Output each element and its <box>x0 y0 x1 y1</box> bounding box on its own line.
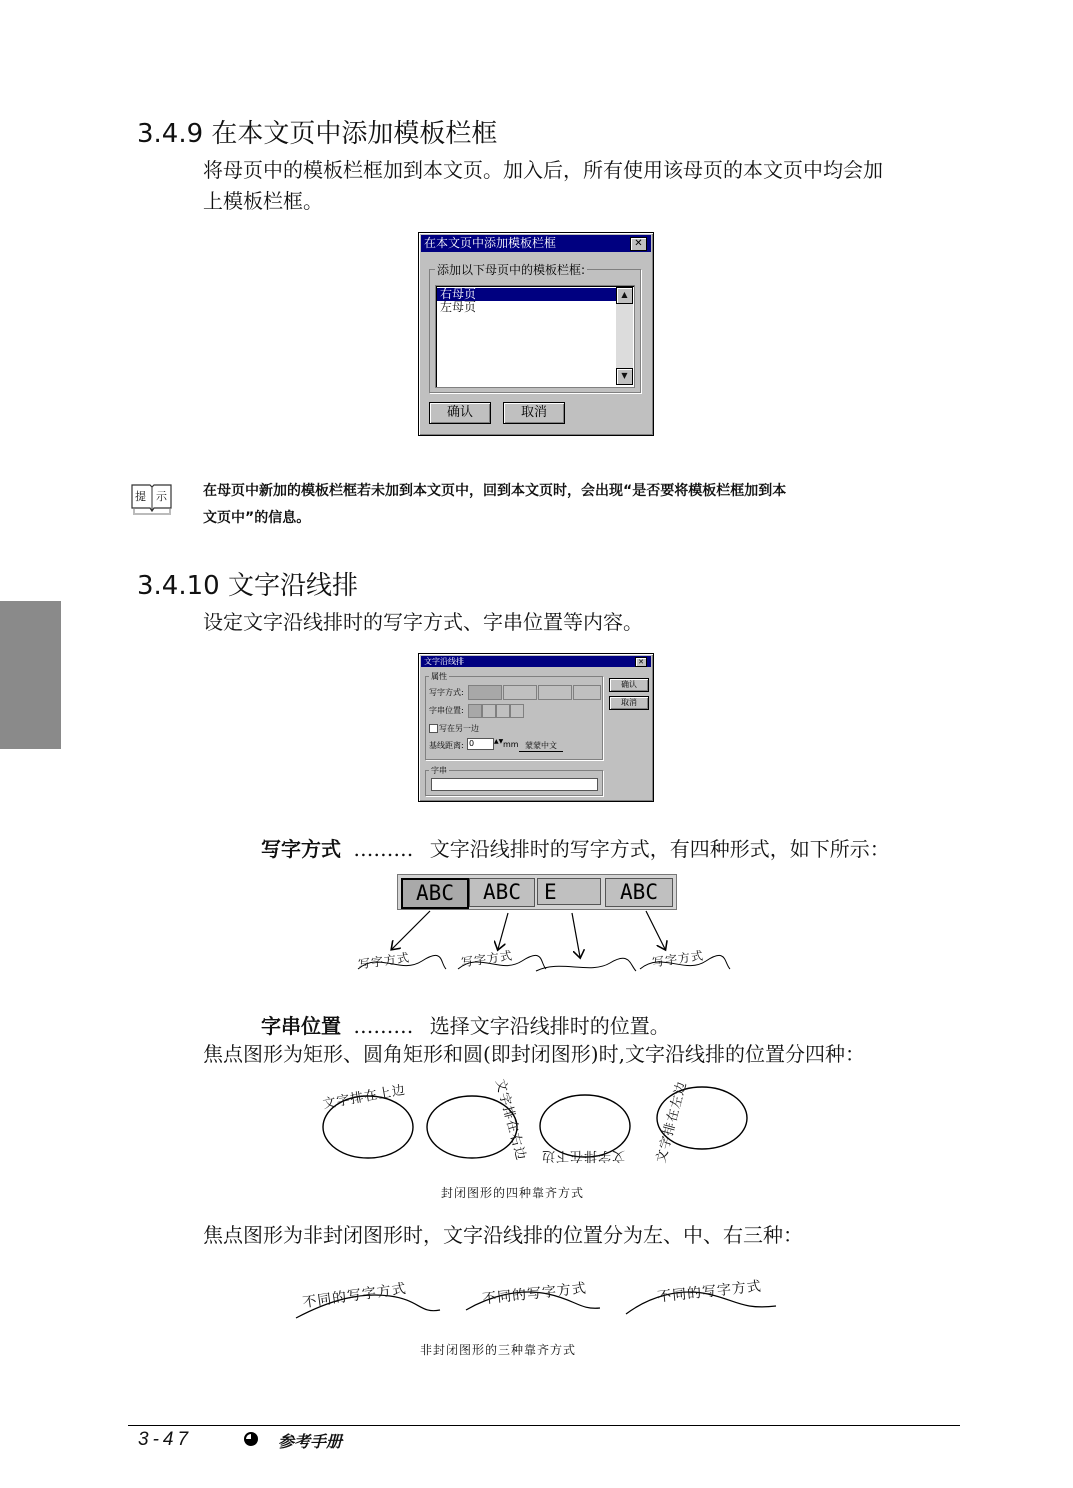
string-position-term: 字串位置 <box>261 1016 341 1038</box>
section2-paragraph: 设定文字沿线排时的写字方式、字串位置等内容。 <box>203 610 643 634</box>
unit-label: mm <box>503 740 519 749</box>
closed-shape-label-left: 文字排在左边 <box>653 1079 691 1165</box>
tip-icon-label-2: 示 <box>156 491 167 503</box>
add-template-frame-dialog <box>418 232 654 436</box>
baseline-distance-input[interactable]: 0 <box>467 738 494 750</box>
half-circle-icon <box>244 1432 258 1446</box>
write-mode-option-4[interactable] <box>573 685 601 700</box>
other-side-checkbox-label: 写在另一边 <box>439 724 479 733</box>
write-mode-term: 写字方式 <box>261 839 341 861</box>
dialog1-title: 在本文页中添加模板栏框 <box>424 236 557 250</box>
write-mode-strip-button-3[interactable]: E <box>537 878 601 905</box>
closed-shape-label-bottom: 文字排在下边 <box>541 1148 626 1163</box>
arrow-icon <box>392 911 430 949</box>
baseline-distance-label: 基线距离: <box>429 741 464 750</box>
string-position-option-1[interactable] <box>468 704 482 718</box>
write-mode-line <box>261 833 890 862</box>
write-mode-strip-button-4[interactable]: ABC <box>605 878 673 907</box>
tip-icon-label-1: 提 <box>135 491 146 503</box>
side-tab-marker <box>0 601 61 749</box>
string-position-dots: ……… <box>353 1014 414 1038</box>
ok-button[interactable]: 确认 <box>429 402 491 424</box>
tip-line2: 文页中”的信息。 <box>203 510 311 526</box>
footer-rule <box>128 1425 960 1426</box>
string-position-option-2[interactable] <box>482 704 496 718</box>
master-page-list[interactable] <box>435 285 635 388</box>
list-scrollbar[interactable] <box>616 287 633 385</box>
string-input[interactable] <box>431 778 598 791</box>
write-mode-option-1[interactable] <box>468 685 502 700</box>
closed-shapes-paragraph: 焦点图形为矩形、圆角矩形和圆(即封闭图形)时,文字沿线排的位置分四种： <box>203 1042 865 1066</box>
open-shape-label-center: 不同的写字方式 <box>481 1280 588 1308</box>
cancel-button[interactable]: 取消 <box>609 696 649 710</box>
write-mode-sample-1: 写字方式 <box>357 950 411 972</box>
close-icon[interactable]: ✕ <box>630 237 647 251</box>
font-link[interactable]: 蒙蒙中文 <box>519 740 563 752</box>
scroll-down-icon[interactable]: ▼ <box>616 368 633 385</box>
scroll-up-icon[interactable]: ▲ <box>616 287 633 304</box>
closed-shapes-caption: 封闭图形的四种靠齐方式 <box>441 1186 585 1200</box>
spinner-icon[interactable]: ▲▼ <box>494 738 504 745</box>
section1-paragraph-line2: 上模板栏框。 <box>203 189 323 213</box>
tip-book-icon <box>129 481 175 517</box>
dialog1-group-label: 添加以下母页中的模板栏框: <box>437 263 586 277</box>
string-position-field-label: 字串位置: <box>429 706 464 715</box>
section-heading-3-4-10: 3.4.10 文字沿线排 <box>137 571 358 601</box>
open-shape-label-right: 不同的写字方式 <box>656 1278 763 1306</box>
close-icon[interactable]: ✕ <box>635 657 647 667</box>
open-shapes-paragraph: 焦点图形为非封闭图形时，文字沿线排的位置分为左、中、右三种： <box>203 1223 803 1247</box>
write-mode-dots: ……… <box>353 837 414 861</box>
write-mode-sample-3: 写字方式 <box>651 948 705 970</box>
footer-page-number: 3-47 <box>138 1429 193 1450</box>
list-item[interactable]: 左母页 <box>440 300 477 314</box>
write-mode-sample-diagram <box>340 905 740 985</box>
dialog2-titlebar <box>421 656 651 667</box>
tip-line1: 在母页中新加的模板栏框若未加到本文页中，回到本文页时，会出现“是否要将模板栏框加到本 <box>203 483 787 499</box>
open-shape-label-left: 不同的写字方式 <box>301 1280 408 1312</box>
arrow-icon <box>498 913 508 949</box>
dialog1-titlebar <box>421 235 651 252</box>
write-mode-sample-2: 写字方式 <box>460 948 514 970</box>
other-side-checkbox[interactable] <box>429 724 438 733</box>
string-position-option-3[interactable] <box>496 704 510 718</box>
ok-button[interactable]: 确认 <box>609 678 649 692</box>
text-along-line-dialog <box>418 653 654 802</box>
open-shapes-caption: 非封闭图形的三种靠齐方式 <box>420 1343 577 1357</box>
dialog2-attr-label: 属性 <box>431 672 447 681</box>
write-mode-option-2[interactable] <box>503 685 537 700</box>
closed-shape-label-right: 文字排在右边 <box>491 1077 529 1163</box>
dialog2-string-label: 字串 <box>431 766 447 775</box>
write-mode-strip-button-2[interactable]: ABC <box>469 878 535 907</box>
arrow-icon <box>646 911 665 949</box>
write-mode-description: 文字沿线排时的写字方式，有四种形式，如下所示： <box>429 837 890 861</box>
dialog2-title: 文字沿线排 <box>424 657 464 666</box>
write-mode-field-label: 写字方式: <box>429 688 464 697</box>
string-position-option-4[interactable] <box>510 704 524 718</box>
section-heading-3-4-9: 3.4.9 在本文页中添加模板栏框 <box>137 119 498 149</box>
section1-paragraph-line1: 将母页中的模板栏框加到本文页。加入后，所有使用该母页的本文页中均会加 <box>203 158 883 182</box>
closed-shape-label-top: 文字排在上边 <box>321 1082 408 1113</box>
wavy-line <box>536 958 636 971</box>
arrow-icon <box>572 913 580 957</box>
cancel-button[interactable]: 取消 <box>503 402 565 424</box>
write-mode-strip-button-1[interactable]: ABC <box>401 878 469 909</box>
string-position-line <box>261 1010 670 1039</box>
footer-manual-title: 参考手册 <box>278 1434 343 1451</box>
list-item[interactable]: 右母页 <box>437 288 616 301</box>
write-mode-option-3[interactable] <box>538 685 572 700</box>
string-position-description: 选择文字沿线排时的位置。 <box>429 1014 670 1038</box>
